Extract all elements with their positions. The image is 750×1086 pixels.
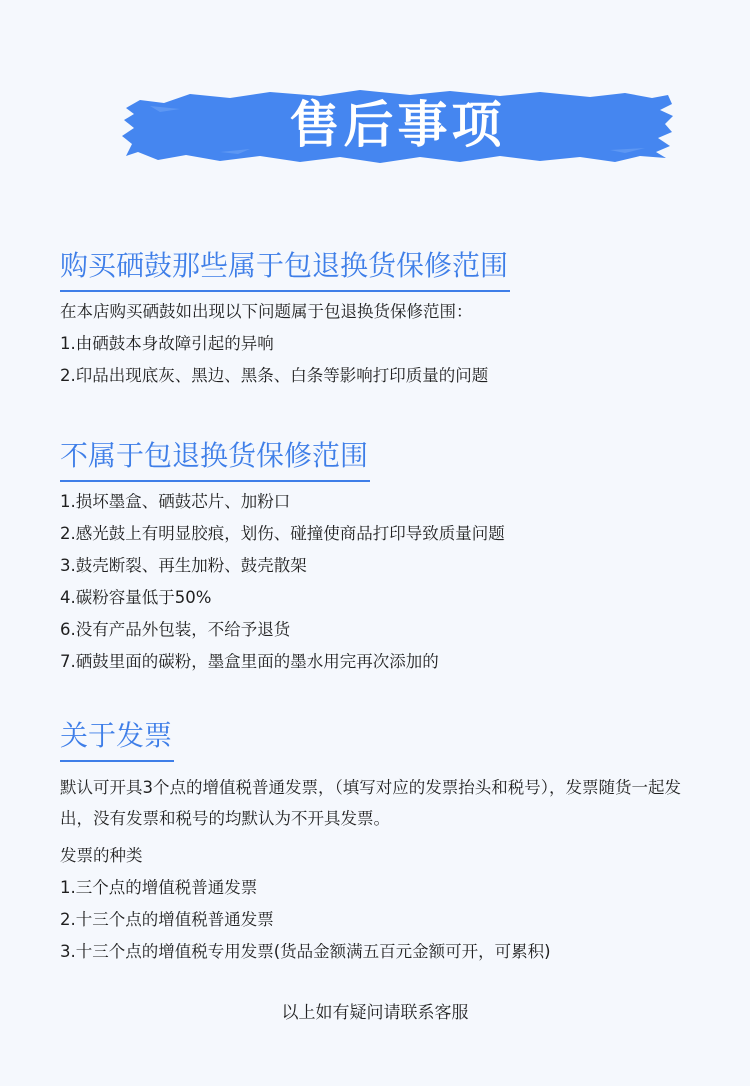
- list-item: 1.由硒鼓本身故障引起的异响: [60, 334, 274, 353]
- section-heading: 不属于包退换货保修范围: [60, 436, 370, 482]
- section-body: [60, 486, 710, 678]
- list-item: 3.十三个点的增值税专用发票(货品金额满五百元金额可开，可累积): [60, 942, 551, 961]
- list-item: 3.鼓壳断裂、再生加粉、鼓壳散架: [60, 556, 307, 575]
- section-heading: 关于发票: [60, 716, 174, 762]
- list-item: 7.硒鼓里面的碳粉，墨盒里面的墨水用完再次添加的: [60, 652, 439, 671]
- list-item: 6.没有产品外包装，不给予退货: [60, 620, 291, 639]
- section-not-covered: [60, 436, 710, 678]
- list-item: 2.十三个点的增值税普通发票: [60, 910, 274, 929]
- list-item: 2.感光鼓上有明显胶痕，划伤、碰撞使商品打印导致质量问题: [60, 524, 505, 543]
- list-item: 2.印品出现底灰、黑边、黑条、白条等影响打印质量的问题: [60, 366, 489, 385]
- invoice-types-label: 发票的种类: [60, 846, 143, 865]
- section-body: [60, 296, 710, 392]
- list-item: 4.碳粉容量低于50%: [60, 588, 212, 607]
- section-invoice: [60, 716, 710, 968]
- invoice-types: [60, 840, 710, 968]
- section-heading: 购买硒鼓那些属于包退换货保修范围: [60, 246, 510, 292]
- text-line: 在本店购买硒鼓如出现以下问题属于包退换货保修范围：: [60, 302, 473, 321]
- title-banner: [120, 86, 675, 166]
- footer-note: 以上如有疑问请联系客服: [281, 1003, 469, 1023]
- list-item: 1.损坏墨盒、硒鼓芯片、加粉口: [60, 492, 291, 511]
- invoice-paragraph: 默认可开具3个点的增值税普通发票，（填写对应的发票抬头和税号），发票随货一起发出，没有发票和税号的均默认为不开具发票。: [60, 778, 681, 828]
- page-title: 售后事项: [289, 96, 506, 154]
- section-warranty-scope: [60, 246, 710, 392]
- list-item: 1.三个点的增值税普通发票: [60, 878, 258, 897]
- section-body: [60, 772, 710, 968]
